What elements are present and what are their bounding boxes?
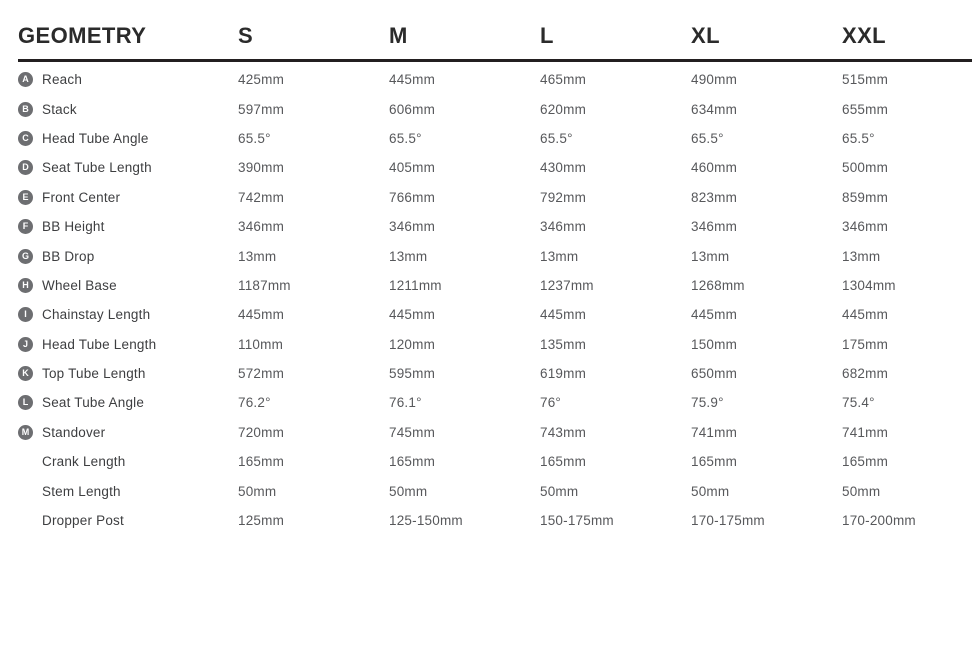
letter-badge: K	[18, 366, 33, 381]
cell-value-xxl: 175mm	[842, 336, 889, 352]
row-label: Stack	[42, 101, 77, 117]
table-row	[18, 212, 972, 241]
cell-value-m: 165mm	[389, 454, 436, 470]
cell-value-xxl: 75.4°	[842, 395, 875, 411]
table-row	[18, 388, 972, 417]
row-parameter	[18, 190, 238, 205]
cell-value-m: 745mm	[389, 424, 436, 440]
cell-value-xl: 445mm	[691, 307, 738, 323]
cell-value-l: 445mm	[540, 307, 587, 323]
table-row	[18, 506, 972, 535]
row-label: BB Drop	[42, 248, 95, 264]
cell-value-l: 135mm	[540, 336, 587, 352]
cell-value-xl: 460mm	[691, 160, 738, 176]
cell-value-xxl: 65.5°	[842, 130, 875, 146]
cell-value-s: 76.2°	[238, 395, 271, 411]
table-row	[18, 183, 972, 212]
row-parameter	[18, 425, 238, 440]
cell-value-xxl: 500mm	[842, 160, 889, 176]
letter-badge: B	[18, 102, 33, 117]
cell-value-s: 1187mm	[238, 277, 291, 293]
table-row	[18, 359, 972, 388]
cell-value-m: 50mm	[389, 483, 428, 499]
cell-value-m: 445mm	[389, 307, 436, 323]
cell-value-xl: 165mm	[691, 454, 738, 470]
cell-value-xxl: 1304mm	[842, 277, 896, 293]
cell-value-s: 50mm	[238, 483, 277, 499]
cell-value-s: 425mm	[238, 72, 285, 88]
table-row	[18, 94, 972, 123]
column-header-xl: XL	[691, 22, 720, 48]
row-parameter	[18, 337, 238, 352]
cell-value-l: 165mm	[540, 454, 587, 470]
cell-value-s: 597mm	[238, 101, 285, 117]
row-label: Top Tube Length	[42, 366, 146, 382]
table-row	[18, 241, 972, 270]
table-row	[18, 153, 972, 182]
letter-badge: E	[18, 190, 33, 205]
table-title: GEOMETRY	[18, 22, 147, 48]
letter-badge: J	[18, 337, 33, 352]
cell-value-l: 1237mm	[540, 277, 594, 293]
cell-value-s: 742mm	[238, 189, 285, 205]
row-label: Front Center	[42, 189, 121, 205]
cell-value-xl: 150mm	[691, 336, 738, 352]
letter-badge: F	[18, 219, 33, 234]
cell-value-s: 125mm	[238, 513, 285, 529]
row-parameter	[18, 513, 238, 528]
cell-value-xl: 75.9°	[691, 395, 724, 411]
cell-value-m: 445mm	[389, 72, 436, 88]
cell-value-xl: 823mm	[691, 189, 738, 205]
letter-badge: D	[18, 160, 33, 175]
cell-value-xxl: 445mm	[842, 307, 889, 323]
row-label: Seat Tube Length	[42, 160, 152, 176]
row-parameter	[18, 102, 238, 117]
cell-value-l: 743mm	[540, 424, 587, 440]
cell-value-s: 720mm	[238, 424, 285, 440]
row-label: Stem Length	[42, 483, 121, 499]
cell-value-s: 165mm	[238, 454, 285, 470]
row-parameter	[18, 366, 238, 381]
cell-value-xl: 490mm	[691, 72, 738, 88]
row-label: Seat Tube Angle	[42, 395, 145, 411]
cell-value-s: 572mm	[238, 366, 285, 382]
cell-value-l: 150-175mm	[540, 513, 614, 529]
letter-badge: M	[18, 425, 33, 440]
cell-value-xxl: 515mm	[842, 72, 889, 88]
letter-badge: H	[18, 278, 33, 293]
row-label: Chainstay Length	[42, 307, 151, 323]
cell-value-l: 13mm	[540, 248, 579, 264]
table-row	[18, 418, 972, 447]
cell-value-m: 405mm	[389, 160, 436, 176]
cell-value-m: 120mm	[389, 336, 436, 352]
row-parameter	[18, 278, 238, 293]
row-parameter	[18, 219, 238, 234]
table-row	[18, 124, 972, 153]
table-row	[18, 330, 972, 359]
row-label: Crank Length	[42, 454, 126, 470]
row-parameter	[18, 160, 238, 175]
cell-value-xxl: 741mm	[842, 424, 889, 440]
letter-badge: A	[18, 72, 33, 87]
row-parameter	[18, 307, 238, 322]
column-header-l: L	[540, 22, 554, 48]
cell-value-xl: 741mm	[691, 424, 738, 440]
cell-value-xl: 650mm	[691, 366, 738, 382]
cell-value-s: 65.5°	[238, 130, 271, 146]
table-header	[18, 12, 972, 62]
column-header-m: M	[389, 22, 408, 48]
cell-value-xxl: 13mm	[842, 248, 881, 264]
cell-value-m: 346mm	[389, 219, 436, 235]
cell-value-s: 445mm	[238, 307, 285, 323]
cell-value-s: 13mm	[238, 248, 277, 264]
cell-value-xxl: 859mm	[842, 189, 889, 205]
table-row	[18, 476, 972, 505]
letter-badge: C	[18, 131, 33, 146]
cell-value-xl: 170-175mm	[691, 513, 765, 529]
row-label: Reach	[42, 72, 83, 88]
cell-value-l: 430mm	[540, 160, 587, 176]
cell-value-m: 65.5°	[389, 130, 422, 146]
table-rows	[18, 62, 972, 535]
table-row	[18, 300, 972, 329]
cell-value-m: 606mm	[389, 101, 436, 117]
cell-value-s: 346mm	[238, 219, 285, 235]
row-parameter	[18, 249, 238, 264]
row-label: Head Tube Length	[42, 336, 157, 352]
cell-value-l: 620mm	[540, 101, 587, 117]
cell-value-xxl: 50mm	[842, 483, 881, 499]
letter-badge: G	[18, 249, 33, 264]
row-label: BB Height	[42, 219, 105, 235]
cell-value-xl: 634mm	[691, 101, 738, 117]
cell-value-xxl: 655mm	[842, 101, 889, 117]
cell-value-m: 13mm	[389, 248, 428, 264]
row-parameter	[18, 131, 238, 146]
cell-value-l: 76°	[540, 395, 562, 411]
cell-value-m: 766mm	[389, 189, 436, 205]
row-label: Wheel Base	[42, 277, 117, 293]
table-row	[18, 447, 972, 476]
cell-value-s: 110mm	[238, 336, 284, 352]
cell-value-xl: 13mm	[691, 248, 730, 264]
cell-value-m: 1211mm	[389, 277, 442, 293]
cell-value-l: 792mm	[540, 189, 587, 205]
cell-value-xxl: 165mm	[842, 454, 889, 470]
cell-value-l: 465mm	[540, 72, 587, 88]
row-parameter	[18, 395, 238, 410]
cell-value-xxl: 682mm	[842, 366, 889, 382]
row-parameter	[18, 72, 238, 87]
cell-value-s: 390mm	[238, 160, 285, 176]
cell-value-l: 65.5°	[540, 130, 573, 146]
row-label: Standover	[42, 424, 106, 440]
cell-value-xl: 50mm	[691, 483, 730, 499]
row-label: Head Tube Angle	[42, 130, 149, 146]
letter-badge: L	[18, 395, 33, 410]
cell-value-m: 595mm	[389, 366, 436, 382]
table-row	[18, 271, 972, 300]
cell-value-xl: 1268mm	[691, 277, 745, 293]
cell-value-l: 346mm	[540, 219, 587, 235]
letter-badge: I	[18, 307, 33, 322]
geometry-table	[18, 12, 972, 535]
column-header-xxl: XXL	[842, 22, 886, 48]
cell-value-xxl: 170-200mm	[842, 513, 916, 529]
column-header-s: S	[238, 22, 254, 48]
cell-value-l: 619mm	[540, 366, 587, 382]
cell-value-xxl: 346mm	[842, 219, 889, 235]
row-parameter	[18, 484, 238, 499]
table-row	[18, 65, 972, 94]
row-parameter	[18, 454, 238, 469]
cell-value-m: 125-150mm	[389, 513, 463, 529]
cell-value-xl: 346mm	[691, 219, 738, 235]
cell-value-m: 76.1°	[389, 395, 422, 411]
cell-value-xl: 65.5°	[691, 130, 724, 146]
row-label: Dropper Post	[42, 513, 124, 529]
cell-value-l: 50mm	[540, 483, 579, 499]
